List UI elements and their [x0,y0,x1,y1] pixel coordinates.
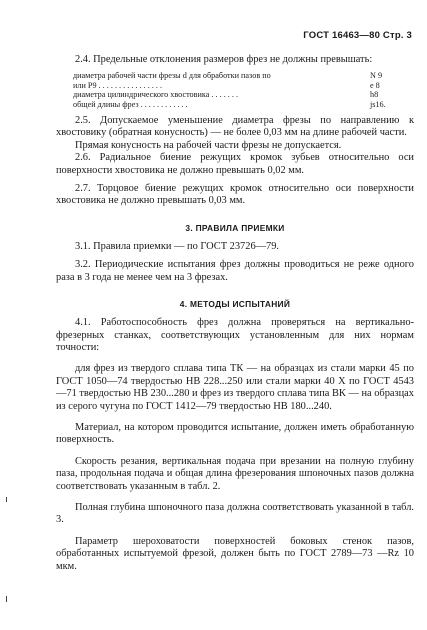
spec-row [73,71,414,80]
clause-2-6: 2.6. Радиальное биение режущих кромок зубьев относительно оси поверхности хвостовика не должно превышать 0,02 мм. [56,152,414,176]
spec-value: h8 [370,90,379,100]
spec-label: или P9 . . . . . . . . . . . . . . . . [73,80,163,90]
spec-value: е 8 [370,80,380,90]
clause-4-1-materials: для фрез из твердого сплава типа ТК — на образцах из стали марки 45 по ГОСТ 1050—74 твердостью НВ 228...250 или стали марки 40 Х по ГОСТ 4543—71 твердостью НВ 230...280 и фрез из твердого сплава типа ВК — на образцах из серого чугуна по ГОСТ 1412—79 твердостью НВ 180...240. [56,363,414,412]
margin-mark [6,596,7,602]
spec-row [73,100,414,109]
spec-label: общей длины фрез . . . . . . . . . . . . [73,99,188,109]
tolerance-spec-list [56,71,414,109]
clause-4-1-roughness: Параметр шероховатости поверхностей боковых стенок пазов, обработанных испытуемой фрезой, должен быть по ГОСТ 2789—73 —Rz 10 мкм. [56,535,414,572]
clause-4-1: 4.1. Работоспособность фрез должна проверяться на вертикально-фрезерных станках, соответствующих установленным для них нормам точности: [56,317,414,353]
clause-2-5: 2.5. Допускаемое уменьшение диаметра фрезы по направлению к хвостовику (обратная конусность) — не более 0,03 мм на длине рабочей части. [56,115,414,139]
spec-label: диаметра рабочей части фрезы d для обработки пазов по [73,71,271,81]
page-header: ГОСТ 16463—80 Стр. 3 [303,30,412,41]
clause-2-5-note: Прямая конусность на рабочей части фрезы не допускается. [75,139,342,151]
document-body [56,54,414,573]
section-3-title: 3. ПРАВИЛА ПРИЕМКИ [185,222,285,233]
clause-2-4: 2.4. Предельные отклонения размеров фрез не должны превышать: [75,54,373,65]
spec-row [73,90,414,99]
clause-3-2: 3.2. Периодические испытания фрез должны проводиться не реже одного раза в 3 года не менее чем на 3 фрезах. [56,259,414,283]
clause-3-1: 3.1. Правила приемки — по ГОСТ 23726—79. [75,240,280,252]
section-4-title: 4. МЕТОДЫ ИСПЫТАНИЙ [179,299,291,310]
spec-value: N 9 [370,71,383,81]
spec-row [73,81,414,90]
spec-label: диаметра цилиндрического хвостовика . . . . . . . [73,90,239,100]
clause-2-7: 2.7. Торцовое биение режущих кромок относительно оси поверхности хвостовика не должно превышать 0,03 мм. [56,183,414,207]
spec-value: js16. [370,99,386,109]
clause-4-1-surface: Материал, на котором проводится испытание, должен иметь обработанную поверхность. [56,421,414,446]
clause-4-1-cutting: Скорость резания, вертикальная подача при врезании на полную глубину паза, продольная подача и общая длина фрезерования шпоночных пазов должна соответствовать указанным в табл. 2. [56,455,414,492]
clause-4-1-depth: Полная глубина шпоночного паза должна соответствовать указанной в табл. 3. [56,501,414,526]
margin-mark [6,497,7,502]
